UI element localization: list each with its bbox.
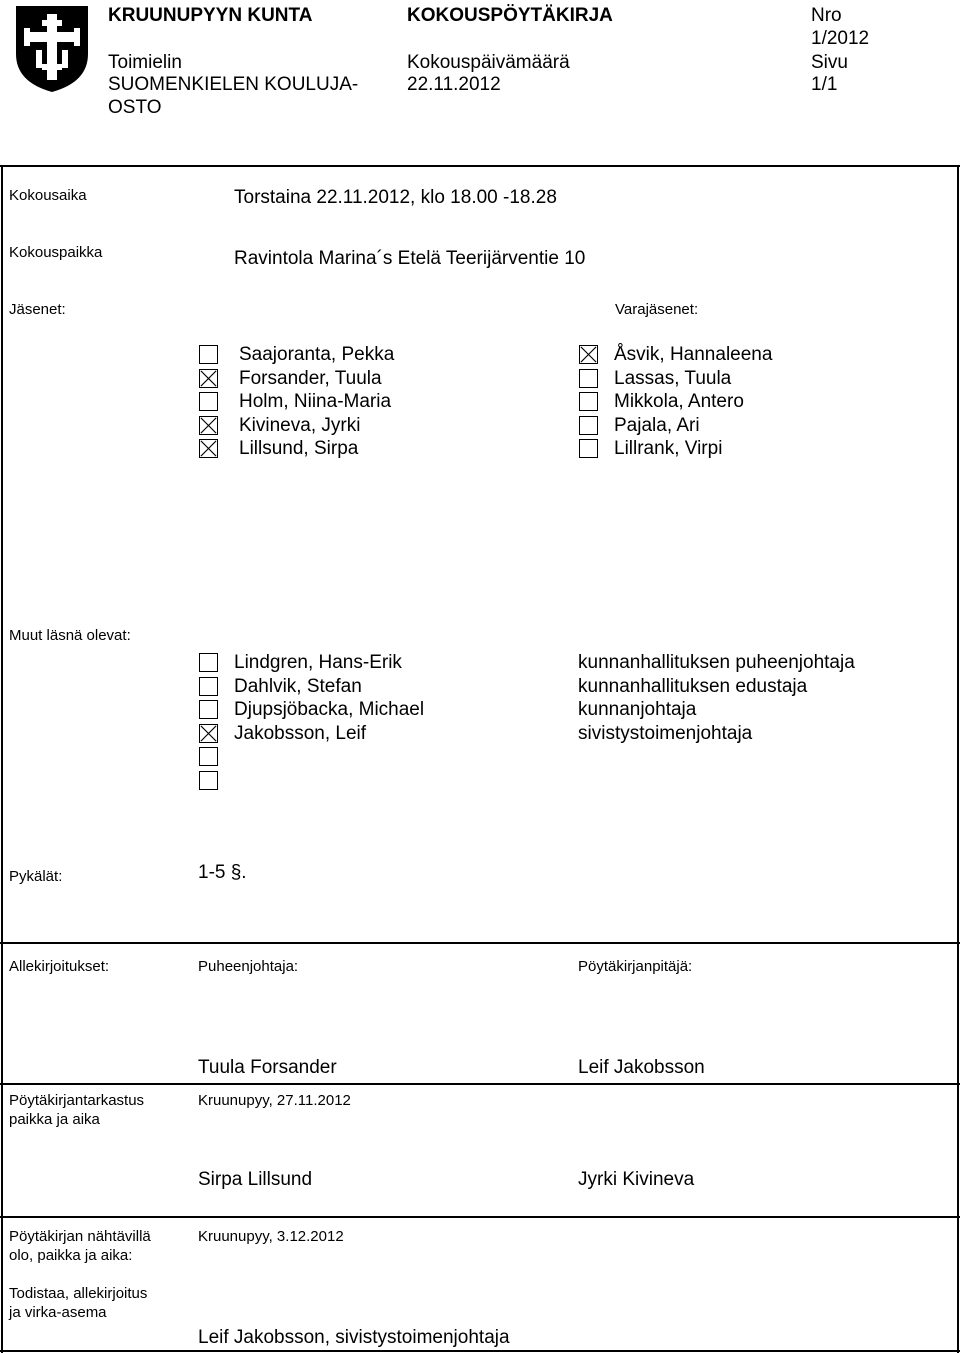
checkbox-unchecked[interactable] [199,700,218,719]
body-label: Toimielin [108,52,182,73]
member-name: Lillsund, Sirpa [239,438,359,459]
municipality-name: KRUUNUPYYN KUNTA [108,5,313,26]
chair-label: Puheenjohtaja: [198,958,299,975]
inspection-label-line1: Pöytäkirjantarkastus [9,1092,145,1109]
other-person-name: Jakobsson, Leif [234,722,367,744]
x-mark-icon [580,346,597,363]
body-value-line2: OSTO [108,97,162,118]
certify-label-line1: Todistaa, allekirjoitus [9,1285,148,1302]
x-mark-icon [200,440,217,457]
checkbox-unchecked[interactable] [199,345,218,364]
chair-name: Tuula Forsander [198,1057,337,1078]
checkbox-checked[interactable] [199,439,218,458]
member-name: Saajoranta, Pekka [239,344,395,365]
checkbox-unchecked[interactable] [199,653,218,672]
sections-value: 1-5 §. [198,862,247,883]
x-mark-icon [200,370,217,387]
date-value: 22.11.2012 [407,74,501,95]
other-person-role: kunnanjohtaja [578,699,697,720]
meeting-time-value: Torstaina 22.11.2012, klo 18.00 -18.28 [234,187,557,208]
frame-left-line [1,165,3,1353]
signatures-label: Allekirjoitukset: [9,958,110,975]
deputy-name: Mikkola, Antero [614,391,744,412]
display-value: Kruunupyy, 3.12.2012 [198,1228,344,1245]
certify-value: Leif Jakobsson, sivistystoimenjohtaja [198,1327,510,1348]
deputy-name: Åsvik, Hannaleena [614,344,773,365]
document-type: KOKOUSPÖYTÄKIRJA [407,5,613,26]
member-name: Holm, Niina-Maria [239,391,392,412]
members-label: Jäsenet: [9,301,66,318]
other-person-role: sivistystoimenjohtaja [578,722,753,744]
checkbox-unchecked[interactable] [199,771,218,790]
checkbox-unchecked[interactable] [579,369,598,388]
member-name: Forsander, Tuula [239,367,382,389]
deputy-name: Pajala, Ari [614,414,700,436]
checkbox-unchecked[interactable] [199,677,218,696]
other-person-role: kunnanhallituksen edustaja [578,675,808,697]
deputy-name: Lassas, Tuula [614,367,732,389]
x-mark-icon [200,725,217,742]
body-value-line1: SUOMENKIELEN KOULUJA- [108,74,359,95]
municipality-coat-of-arms-logo [14,4,90,94]
others-label: Muut läsnä olevat: [9,627,131,644]
divider-sections [0,942,960,944]
x-mark-icon [200,417,217,434]
checkbox-unchecked[interactable] [199,392,218,411]
checkbox-checked[interactable] [199,416,218,435]
divider-signatures [0,1083,960,1085]
inspection-label-line2: paikka ja aika [9,1111,100,1128]
member-name: Kivineva, Jyrki [239,414,361,436]
meeting-place-label: Kokouspaikka [9,244,103,261]
display-label-line1: Pöytäkirjan nähtävillä [9,1228,151,1245]
other-person-role: kunnanhallituksen puheenjohtaja [578,652,855,673]
secretary-label: Pöytäkirjanpitäjä: [578,958,693,975]
frame-top-line [0,165,960,167]
meeting-place-value: Ravintola Marina´s Etelä Teerijärventie 10 [234,248,586,269]
checkbox-checked[interactable] [579,345,598,364]
date-label: Kokouspäivämäärä [407,52,570,73]
checkbox-unchecked[interactable] [579,416,598,435]
page-label: Sivu [811,52,848,73]
checkbox-unchecked[interactable] [579,392,598,411]
deputies-label: Varajäsenet: [615,301,699,318]
frame-right-line [957,165,959,1353]
checkbox-checked[interactable] [199,369,218,388]
divider-inspection [0,1216,960,1218]
certify-label-line2: ja virka-asema [9,1304,107,1321]
sections-label: Pykälät: [9,868,63,885]
checkbox-unchecked[interactable] [199,747,218,766]
secretary-name: Leif Jakobsson [578,1057,705,1078]
display-label-line2: olo, paikka ja aika: [9,1247,133,1264]
nro-label: Nro [811,5,842,26]
other-person-name: Djupsjöbacka, Michael [234,699,425,720]
page-value: 1/1 [811,74,838,95]
inspection-value: Kruunupyy, 27.11.2012 [198,1092,351,1109]
frame-bottom-line [0,1350,960,1352]
inspector-2-name: Jyrki Kivineva [578,1169,695,1190]
deputy-name: Lillrank, Virpi [614,438,723,459]
meeting-time-label: Kokousaika [9,187,87,204]
checkbox-unchecked[interactable] [579,439,598,458]
checkbox-checked[interactable] [199,724,218,743]
nro-value: 1/2012 [811,28,870,49]
other-person-name: Dahlvik, Stefan [234,675,362,697]
inspector-1-name: Sirpa Lillsund [198,1169,313,1190]
other-person-name: Lindgren, Hans-Erik [234,652,402,673]
